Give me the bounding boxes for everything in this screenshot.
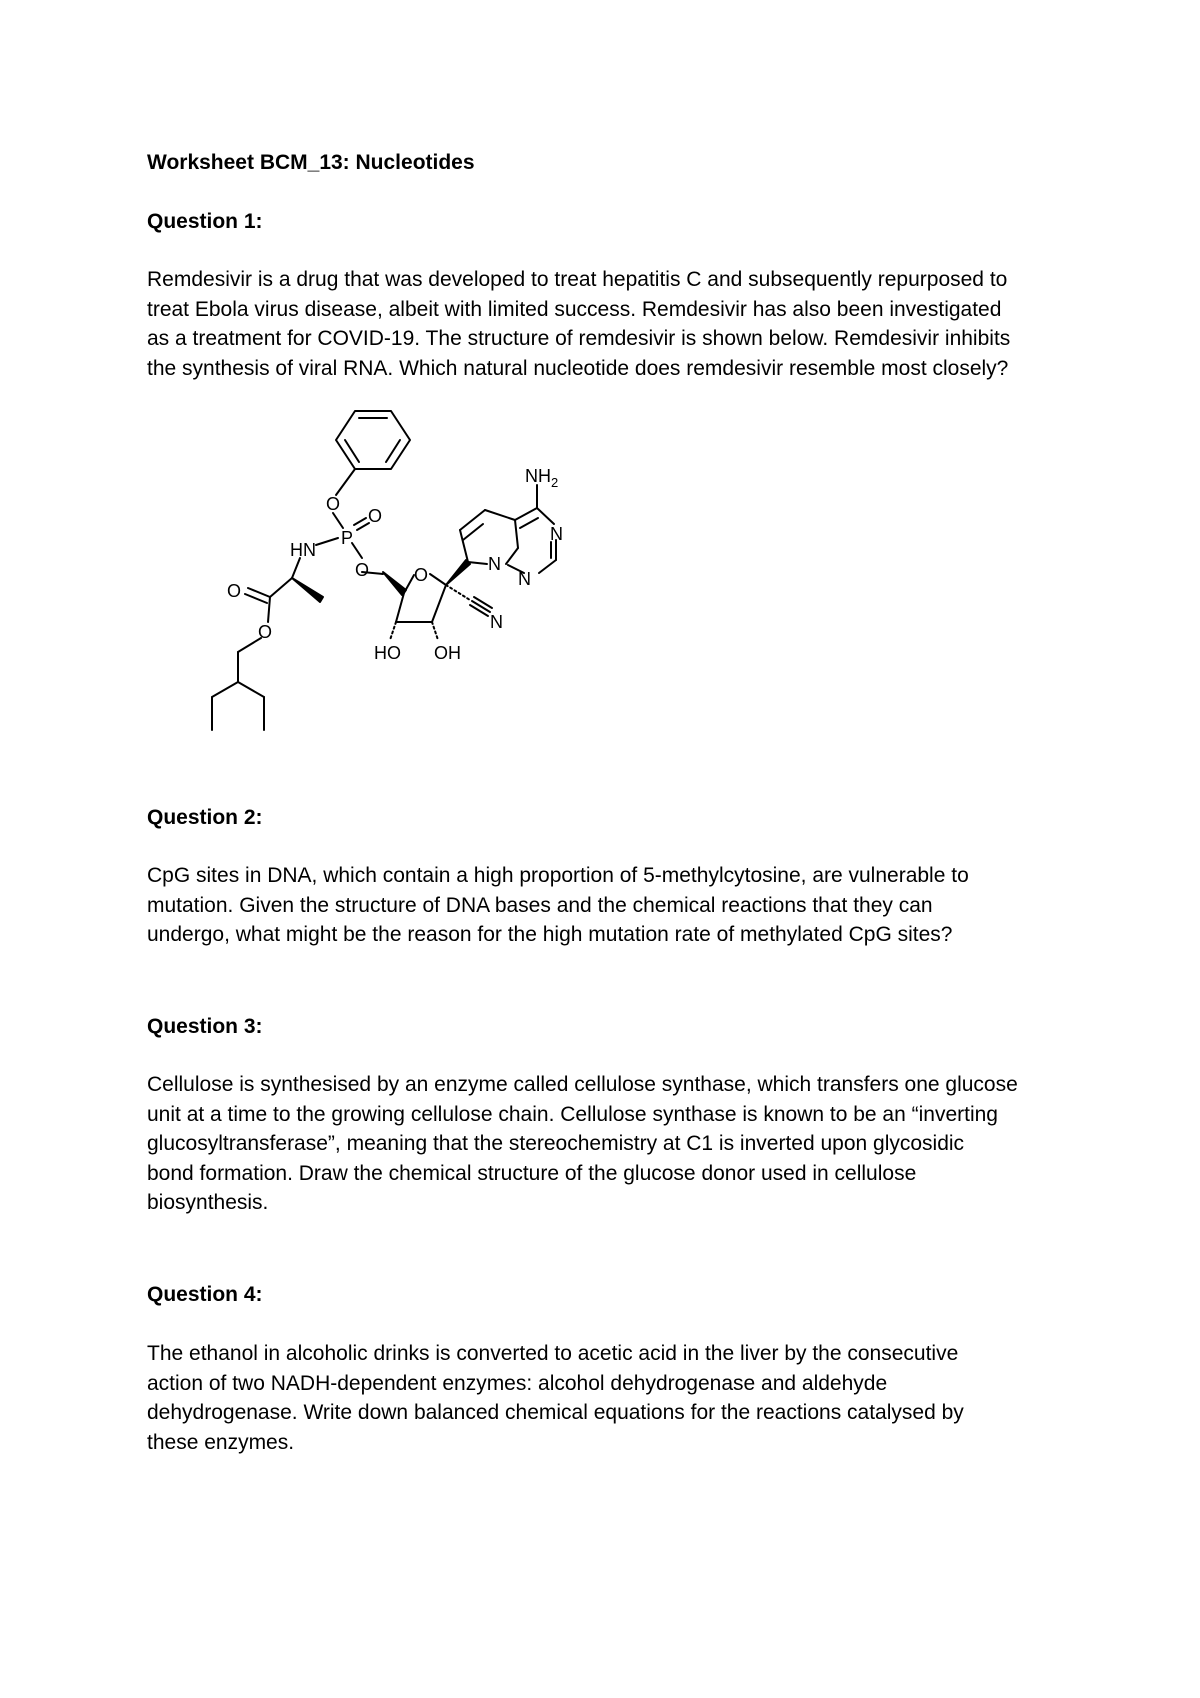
question-1-line: as a treatment for COVID-19. The structure of remdesivir is shown below. Remdesivir inhibits — [147, 327, 1011, 350]
question-3-line: Cellulose is synthesised by an enzyme called cellulose synthase, which transfers one glucose — [147, 1073, 1018, 1096]
atom-label-n-ring2: N — [488, 554, 501, 574]
question-4-line: these enzymes. — [147, 1430, 295, 1454]
question-1-heading: Question 1: — [147, 210, 263, 233]
atom-label-n-nitrile: N — [490, 612, 503, 632]
question-1-line: treat Ebola virus disease, albeit with limited success. Remdesivir has also been investigated — [147, 297, 1002, 321]
question-3-heading: Question 3: — [147, 1015, 263, 1038]
atom-label-nh2 — [525, 466, 558, 490]
atom-label-nh: NH — [525, 466, 551, 486]
worksheet-title: Worksheet BCM_13: Nucleotides — [147, 151, 475, 174]
atom-label-ho: HO — [374, 643, 401, 663]
question-1-text — [147, 265, 1087, 383]
atom-label-o-double: O — [368, 506, 383, 526]
question-2-text — [147, 861, 1087, 950]
atom-label-o-ester: O — [258, 622, 273, 642]
question-4-line: dehydrogenase. Write down balanced chemical equations for the reactions catalysed by — [147, 1401, 964, 1424]
atom-label-o-link: O — [355, 560, 370, 580]
atom-label-o-phenoxy: O — [326, 494, 341, 514]
atom-label-subscript: 2 — [551, 475, 559, 490]
question-4-line: action of two NADH-dependent enzymes: alcohol dehydrogenase and aldehyde — [147, 1371, 888, 1395]
question-4-line: The ethanol in alcoholic drinks is converted to acetic acid in the liver by the consecutive — [147, 1342, 959, 1365]
atom-label-oh: OH — [434, 643, 461, 663]
atom-label-hn: HN — [290, 540, 316, 560]
question-4-heading: Question 4: — [147, 1283, 263, 1306]
question-3-line: unit at a time to the growing cellulose chain. Cellulose synthase is known to be an “inverting — [147, 1102, 998, 1126]
remdesivir-structure-figure — [200, 400, 660, 745]
question-2-line: undergo, what might be the reason for the high mutation rate of methylated CpG sites? — [147, 923, 953, 946]
remdesivir-structure-drawing — [200, 400, 660, 745]
question-4-text — [147, 1339, 1087, 1457]
atom-label-o-ring: O — [414, 565, 429, 585]
atom-label-p: P — [341, 528, 354, 548]
question-3-line: glucosyltransferase”, meaning that the stereochemistry at C1 is inverted upon glycosidic — [147, 1132, 965, 1155]
atom-label-n-ring3: N — [518, 569, 531, 589]
question-3-line: biosynthesis. — [147, 1191, 269, 1214]
question-1-line: Remdesivir is a drug that was developed to treat hepatitis C and subsequently repurposed to — [147, 268, 1008, 291]
question-2-heading: Question 2: — [147, 806, 263, 829]
question-3-text — [147, 1070, 1087, 1218]
question-3-line: bond formation. Draw the chemical structure of the glucose donor used in cellulose — [147, 1161, 917, 1185]
question-2-line: CpG sites in DNA, which contain a high proportion of 5-methylcytosine, are vulnerable to — [147, 864, 969, 887]
atom-label-n-ring1: N — [550, 524, 563, 544]
question-2-line: mutation. Given the structure of DNA bases and the chemical reactions that they can — [147, 893, 933, 917]
question-1-line: the synthesis of viral RNA. Which natural nucleotide does remdesivir resemble most closely? — [147, 356, 1009, 380]
atom-label-o-carbonyl: O — [227, 581, 242, 601]
structure-atom-labels — [227, 466, 563, 663]
